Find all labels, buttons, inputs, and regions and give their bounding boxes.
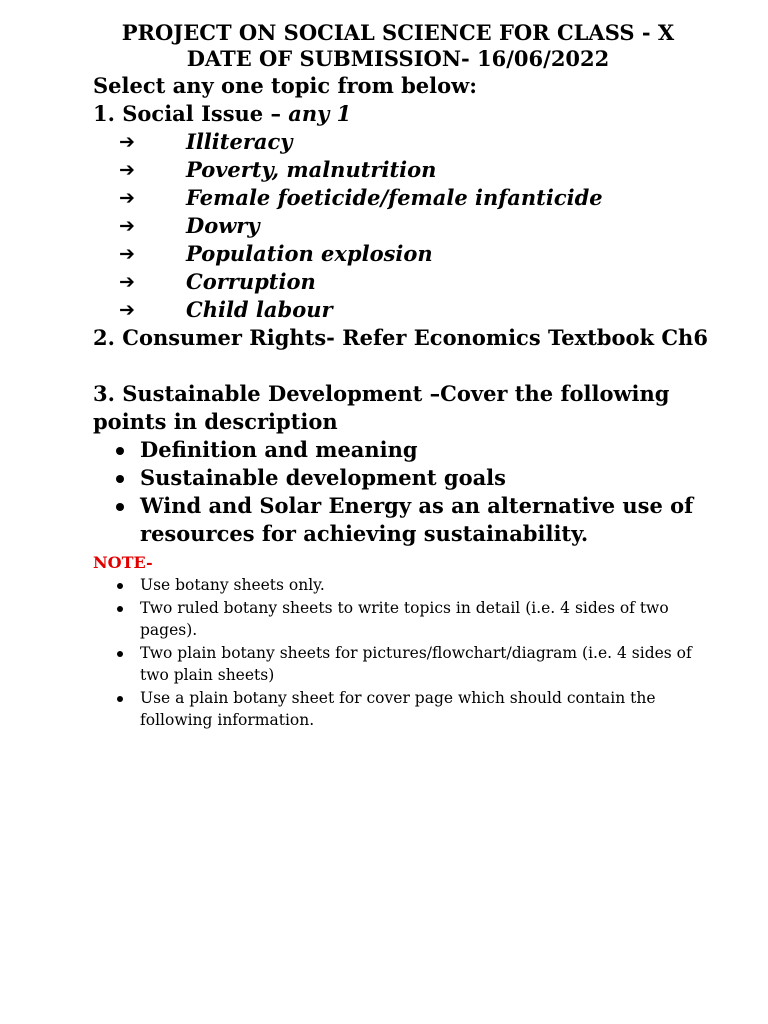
list-item (93, 642, 733, 687)
section-2-heading: 2. Consumer Rights- Refer Economics Textbook Ch6 (93, 325, 708, 350)
list-item-label: Corruption (186, 269, 316, 294)
bullet-icon (117, 651, 123, 657)
arrow-icon: ➔ (119, 215, 135, 237)
bullet-icon (117, 696, 123, 702)
bullet-icon (116, 503, 124, 511)
document-title: PROJECT ON SOCIAL SCIENCE FOR CLASS - X (121, 20, 675, 45)
list-item-label: Dowry (186, 213, 260, 238)
section-1-note: any 1 (288, 101, 352, 126)
list-item-label: Two plain botany sheets for pictures/flowchart/diagram (i.e. 4 sides of two plain sheets) (140, 643, 692, 684)
section-1-heading (93, 100, 733, 128)
list-item (93, 687, 733, 732)
list-item-label: Female foeticide/female infanticide (186, 185, 603, 210)
list-item (93, 574, 733, 597)
social-issue-list (93, 128, 733, 324)
section-3-heading: 3. Sustainable Development –Cover the following points in description (93, 381, 670, 434)
note-list (93, 574, 733, 732)
list-item (93, 268, 733, 296)
submission-date: DATE OF SUBMISSION- 16/06/2022 (186, 46, 610, 71)
list-item (93, 212, 733, 240)
bullet-icon (116, 447, 124, 455)
list-item-label: Poverty, malnutrition (186, 157, 437, 182)
bullet-icon (117, 606, 123, 612)
list-item (93, 240, 733, 268)
bullet-icon (116, 475, 124, 483)
list-item (93, 296, 733, 324)
list-item-label: Illiteracy (186, 129, 293, 154)
list-item-label: Definition and meaning (140, 437, 418, 462)
document-page (93, 20, 733, 732)
arrow-icon: ➔ (119, 187, 135, 209)
list-item (93, 464, 733, 492)
list-item-label: Child labour (186, 297, 333, 322)
list-item (93, 597, 733, 642)
list-item-label: Use a plain botany sheet for cover page which should contain the following information. (140, 688, 656, 729)
arrow-icon: ➔ (119, 271, 135, 293)
arrow-icon: ➔ (119, 299, 135, 321)
arrow-icon: ➔ (119, 243, 135, 265)
sustainability-list (93, 436, 733, 548)
list-item (93, 184, 733, 212)
list-item (93, 492, 733, 548)
arrow-icon: ➔ (119, 131, 135, 153)
list-item-label: Two ruled botany sheets to write topics in detail (i.e. 4 sides of two pages). (140, 598, 669, 639)
spacer (93, 352, 733, 380)
section-1-label: 1. Social Issue – (93, 101, 289, 126)
list-item-label: Wind and Solar Energy as an alternative use of resources for achieving sustainability. (140, 493, 694, 546)
list-item (93, 128, 733, 156)
list-item (93, 156, 733, 184)
intro-text: Select any one topic from below: (93, 73, 477, 98)
bullet-icon (117, 583, 123, 589)
list-item-label: Use botany sheets only. (140, 576, 325, 594)
list-item (93, 436, 733, 464)
list-item-label: Sustainable development goals (140, 465, 506, 490)
arrow-icon: ➔ (119, 159, 135, 181)
list-item-label: Population explosion (186, 241, 433, 266)
note-heading: NOTE- (93, 553, 153, 572)
